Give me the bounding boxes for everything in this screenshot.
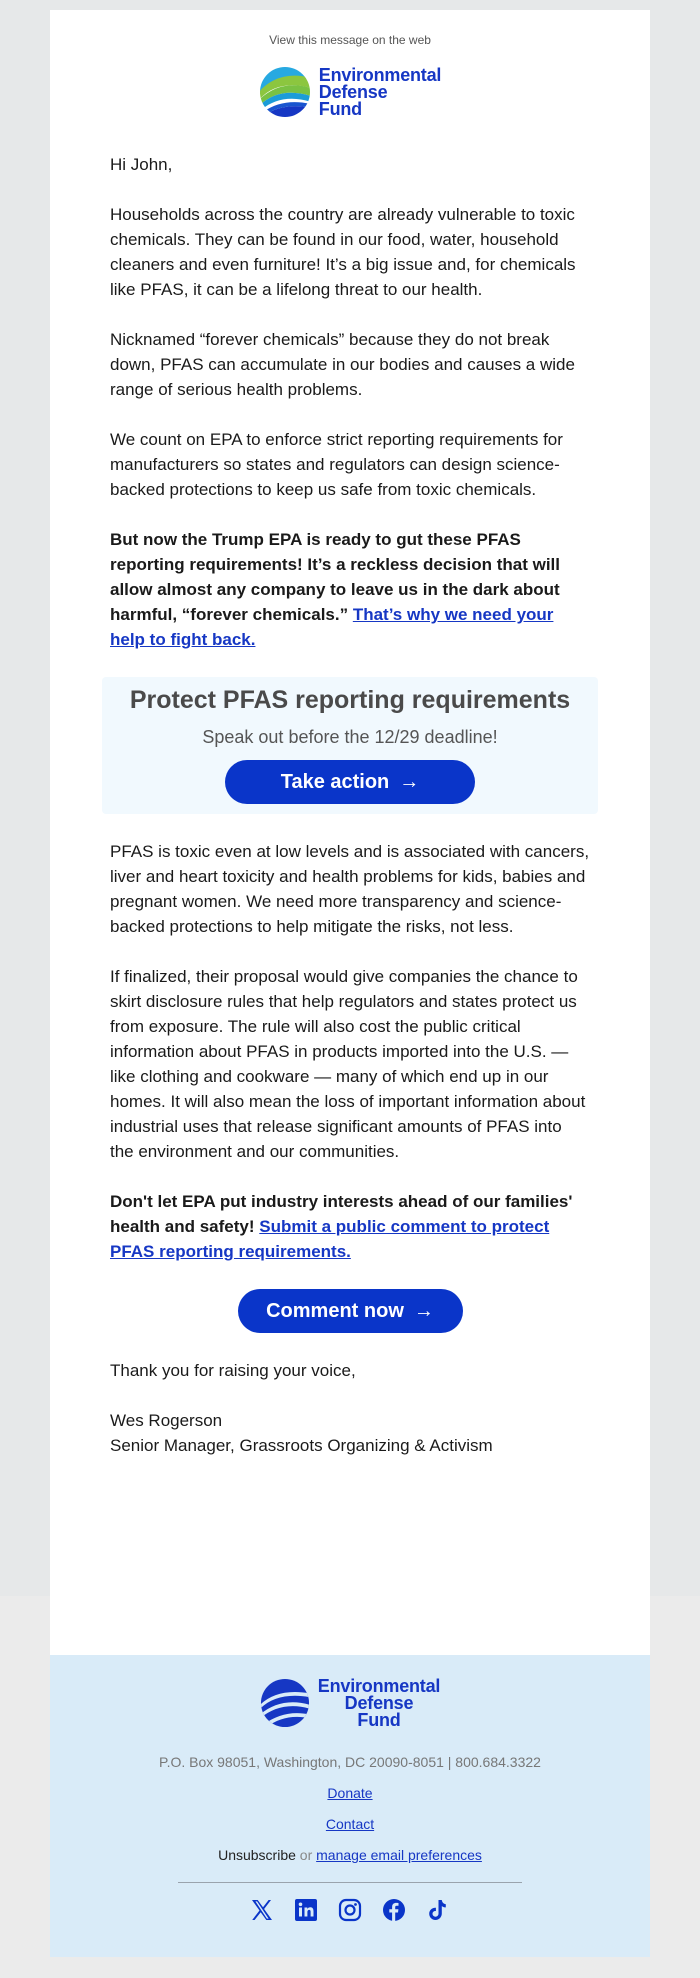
email-body (50, 152, 650, 1458)
arrow-right-icon: → (413, 1299, 434, 1322)
footer (50, 1655, 650, 1957)
signature (110, 1408, 590, 1458)
edf-logo-text: Environmental Defense Fund (318, 64, 442, 119)
footer-divider (178, 1882, 522, 1883)
x-icon[interactable] (249, 1897, 275, 1923)
edf-logo-mark-icon (260, 1678, 310, 1728)
instagram-icon[interactable] (337, 1897, 363, 1923)
edf-logo[interactable] (50, 64, 650, 120)
edf-logo-text: Environmental Defense Fund (317, 1675, 441, 1730)
unsubscribe-link[interactable]: Unsubscribe (218, 1847, 296, 1863)
signer-name: Wes Rogerson (110, 1411, 223, 1430)
paragraph-7-bold: Don't let EPA put industry interests ahead of our families' health and safety! (110, 1192, 573, 1236)
or-text: or (299, 1847, 313, 1863)
donate-link[interactable]: Donate (327, 1785, 373, 1801)
view-on-web-link[interactable]: View this message on the web (269, 33, 431, 47)
comment-now-label: Comment now (266, 1299, 404, 1322)
contact-link[interactable]: Contact (325, 1816, 375, 1832)
paragraph-4 (110, 527, 590, 652)
fight-back-link[interactable]: That’s why we need your help to fight back. (110, 605, 554, 649)
paragraph-4-bold: But now the Trump EPA is ready to gut these PFAS reporting requirements! It’s a reckless decision that will allow almost any company to leave us in the dark about harmful, “forever chemicals.” (110, 530, 561, 624)
arrow-right-icon: → (399, 770, 420, 793)
edf-logo-mark-icon (259, 66, 311, 118)
paragraph-7 (110, 1189, 590, 1264)
email-card (50, 10, 650, 1655)
greeting: Hi John, (110, 155, 173, 174)
take-action-label: Take action (280, 770, 390, 793)
cta-title: Protect PFAS reporting requirements (129, 686, 571, 714)
take-action-button[interactable] (225, 760, 475, 804)
cta-subtitle: Speak out before the 12/29 deadline! (202, 727, 498, 747)
submit-comment-link[interactable]: Submit a public comment to protect PFAS reporting requirements. (110, 1217, 550, 1261)
facebook-icon[interactable] (381, 1897, 407, 1923)
footer-edf-logo[interactable] (50, 1675, 650, 1731)
social-links (50, 1897, 650, 1923)
cta-box (102, 677, 598, 814)
comment-now-button[interactable] (238, 1289, 463, 1333)
linkedin-icon[interactable] (293, 1897, 319, 1923)
thanks-text: Thank you for raising your voice, (110, 1361, 356, 1380)
paragraph-1: Households across the country are already vulnerable to toxic chemicals. They can be found in our food, water, household cleaners and even furniture! It’s a big issue and, for chemicals like PFAS, it can be a lifelong threat to our health. (110, 205, 576, 299)
signer-title: Senior Manager, Grassroots Organizing & Activism (110, 1436, 493, 1455)
unsubscribe-row (50, 1846, 650, 1864)
paragraph-5: PFAS is toxic even at low levels and is associated with cancers, liver and heart toxicity and health problems for kids, babies and pregnant women. We need more transparency and science-backed protections to help mitigate the risks, not less. (110, 842, 590, 936)
tiktok-icon[interactable] (425, 1897, 451, 1923)
paragraph-6: If finalized, their proposal would give companies the chance to skirt disclosure rules that help regulators and states protect us from exposure. The rule will also cost the public critical information about PFAS in products imported into the U.S. — like clothing and cookware — many of which end up in our homes. It will also mean the loss of important information about industrial uses that release significant amounts of PFAS into the environment and our communities. (110, 967, 586, 1161)
footer-address: P.O. Box 98051, Washington, DC 20090-8051 | 800.684.3322 (159, 1754, 541, 1770)
manage-preferences-link[interactable]: manage email preferences (316, 1847, 482, 1863)
paragraph-3: We count on EPA to enforce strict reporting requirements for manufacturers so states and regulators can design science-backed protections to keep us safe from toxic chemicals. (110, 430, 563, 499)
paragraph-2: Nicknamed “forever chemicals” because they do not break down, PFAS can accumulate in our bodies and causes a wide range of serious health problems. (110, 330, 575, 399)
